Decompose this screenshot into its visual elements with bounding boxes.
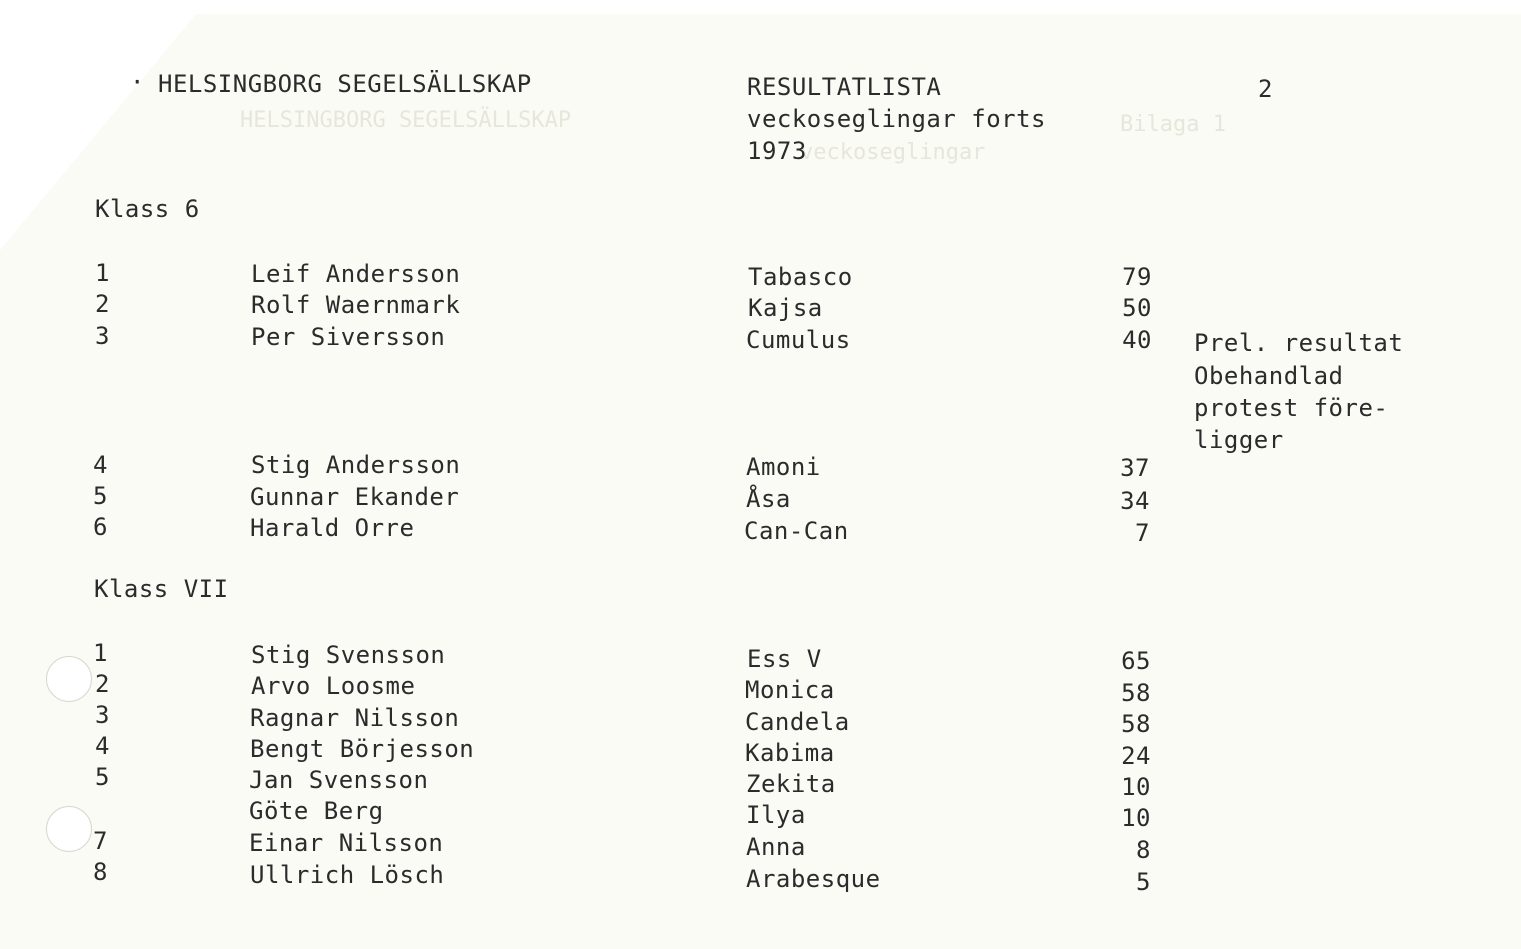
boat-name: Kabima — [745, 739, 835, 767]
note-line: Obehandlad — [1194, 362, 1344, 390]
document-year: 1973 — [747, 137, 807, 165]
boat-name: Monica — [745, 676, 835, 704]
place: 1 — [95, 259, 110, 287]
boat-name: Cumulus — [746, 326, 851, 354]
place: 2 — [95, 290, 110, 318]
sailor-name: Göte Berg — [249, 797, 384, 825]
points: 5 — [1136, 868, 1151, 896]
note-line: ligger — [1194, 426, 1284, 454]
points: 34 — [1120, 487, 1150, 515]
sailor-name: Jan Svensson — [249, 766, 429, 794]
boat-name: Kajsa — [748, 294, 823, 322]
bleed-through-text: veckoseglingar — [800, 140, 986, 165]
punch-hole — [46, 656, 92, 702]
boat-name: Åsa — [746, 485, 791, 513]
boat-name: Amoni — [746, 453, 821, 481]
points: 37 — [1120, 454, 1150, 482]
points: 7 — [1135, 519, 1150, 547]
club-name: HELSINGBORG SEGELSÄLLSKAP — [158, 70, 532, 98]
points: 10 — [1121, 804, 1151, 832]
sailor-name: Rolf Waernmark — [251, 291, 461, 319]
place: 5 — [93, 482, 108, 510]
place: 2 — [95, 670, 110, 698]
place: 3 — [95, 701, 110, 729]
punch-hole — [46, 806, 92, 852]
sailor-name: Bengt Börjesson — [250, 735, 475, 763]
place: 7 — [93, 827, 108, 855]
boat-name: Tabasco — [748, 263, 853, 291]
sailor-name: Gunnar Ekander — [250, 483, 460, 511]
note-line: protest före- — [1194, 394, 1389, 422]
points: 65 — [1121, 647, 1151, 675]
points: 79 — [1122, 263, 1152, 291]
boat-name: Candela — [745, 708, 850, 736]
document-title: RESULTATLISTA — [747, 73, 942, 101]
place: 5 — [95, 763, 110, 791]
sailor-name: Ragnar Nilsson — [250, 704, 460, 732]
boat-name: Can-Can — [744, 517, 849, 545]
points: 40 — [1122, 326, 1152, 354]
class-heading: Klass 6 — [95, 195, 200, 223]
note-line: Prel. resultat — [1194, 329, 1404, 357]
boat-name: Anna — [746, 833, 806, 861]
points: 58 — [1121, 710, 1151, 738]
place: 6 — [93, 513, 108, 541]
document-subtitle: veckoseglingar forts — [747, 105, 1046, 133]
page-number: 2 — [1258, 75, 1273, 103]
bleed-through-text: Bilaga 1 — [1120, 112, 1226, 137]
class-heading: Klass VII — [94, 575, 229, 603]
boat-name: Arabesque — [746, 865, 881, 893]
sailor-name: Per Siversson — [251, 323, 446, 351]
points: 8 — [1136, 836, 1151, 864]
sailor-name: Stig Svensson — [251, 641, 446, 669]
points: 50 — [1122, 294, 1152, 322]
boat-name: Ilya — [746, 801, 806, 829]
place: 4 — [93, 451, 108, 479]
sailor-name: Einar Nilsson — [249, 829, 444, 857]
sailor-name: Ullrich Lösch — [250, 861, 445, 889]
sailor-name: Arvo Loosme — [251, 672, 416, 700]
points: 10 — [1121, 773, 1151, 801]
sailor-name: Harald Orre — [250, 514, 415, 542]
place: 3 — [95, 322, 110, 350]
boat-name: Ess V — [747, 645, 822, 673]
sailor-name: Leif Andersson — [251, 260, 461, 288]
place: 1 — [93, 639, 108, 667]
place: 8 — [93, 858, 108, 886]
sailor-name: Stig Andersson — [251, 451, 461, 479]
points: 24 — [1121, 742, 1151, 770]
club-mark: · — [130, 68, 145, 96]
boat-name: Zekita — [746, 770, 836, 798]
bleed-through-text: HELSINGBORG SEGELSÄLLSKAP — [240, 108, 572, 133]
points: 58 — [1121, 679, 1151, 707]
place: 4 — [95, 732, 110, 760]
